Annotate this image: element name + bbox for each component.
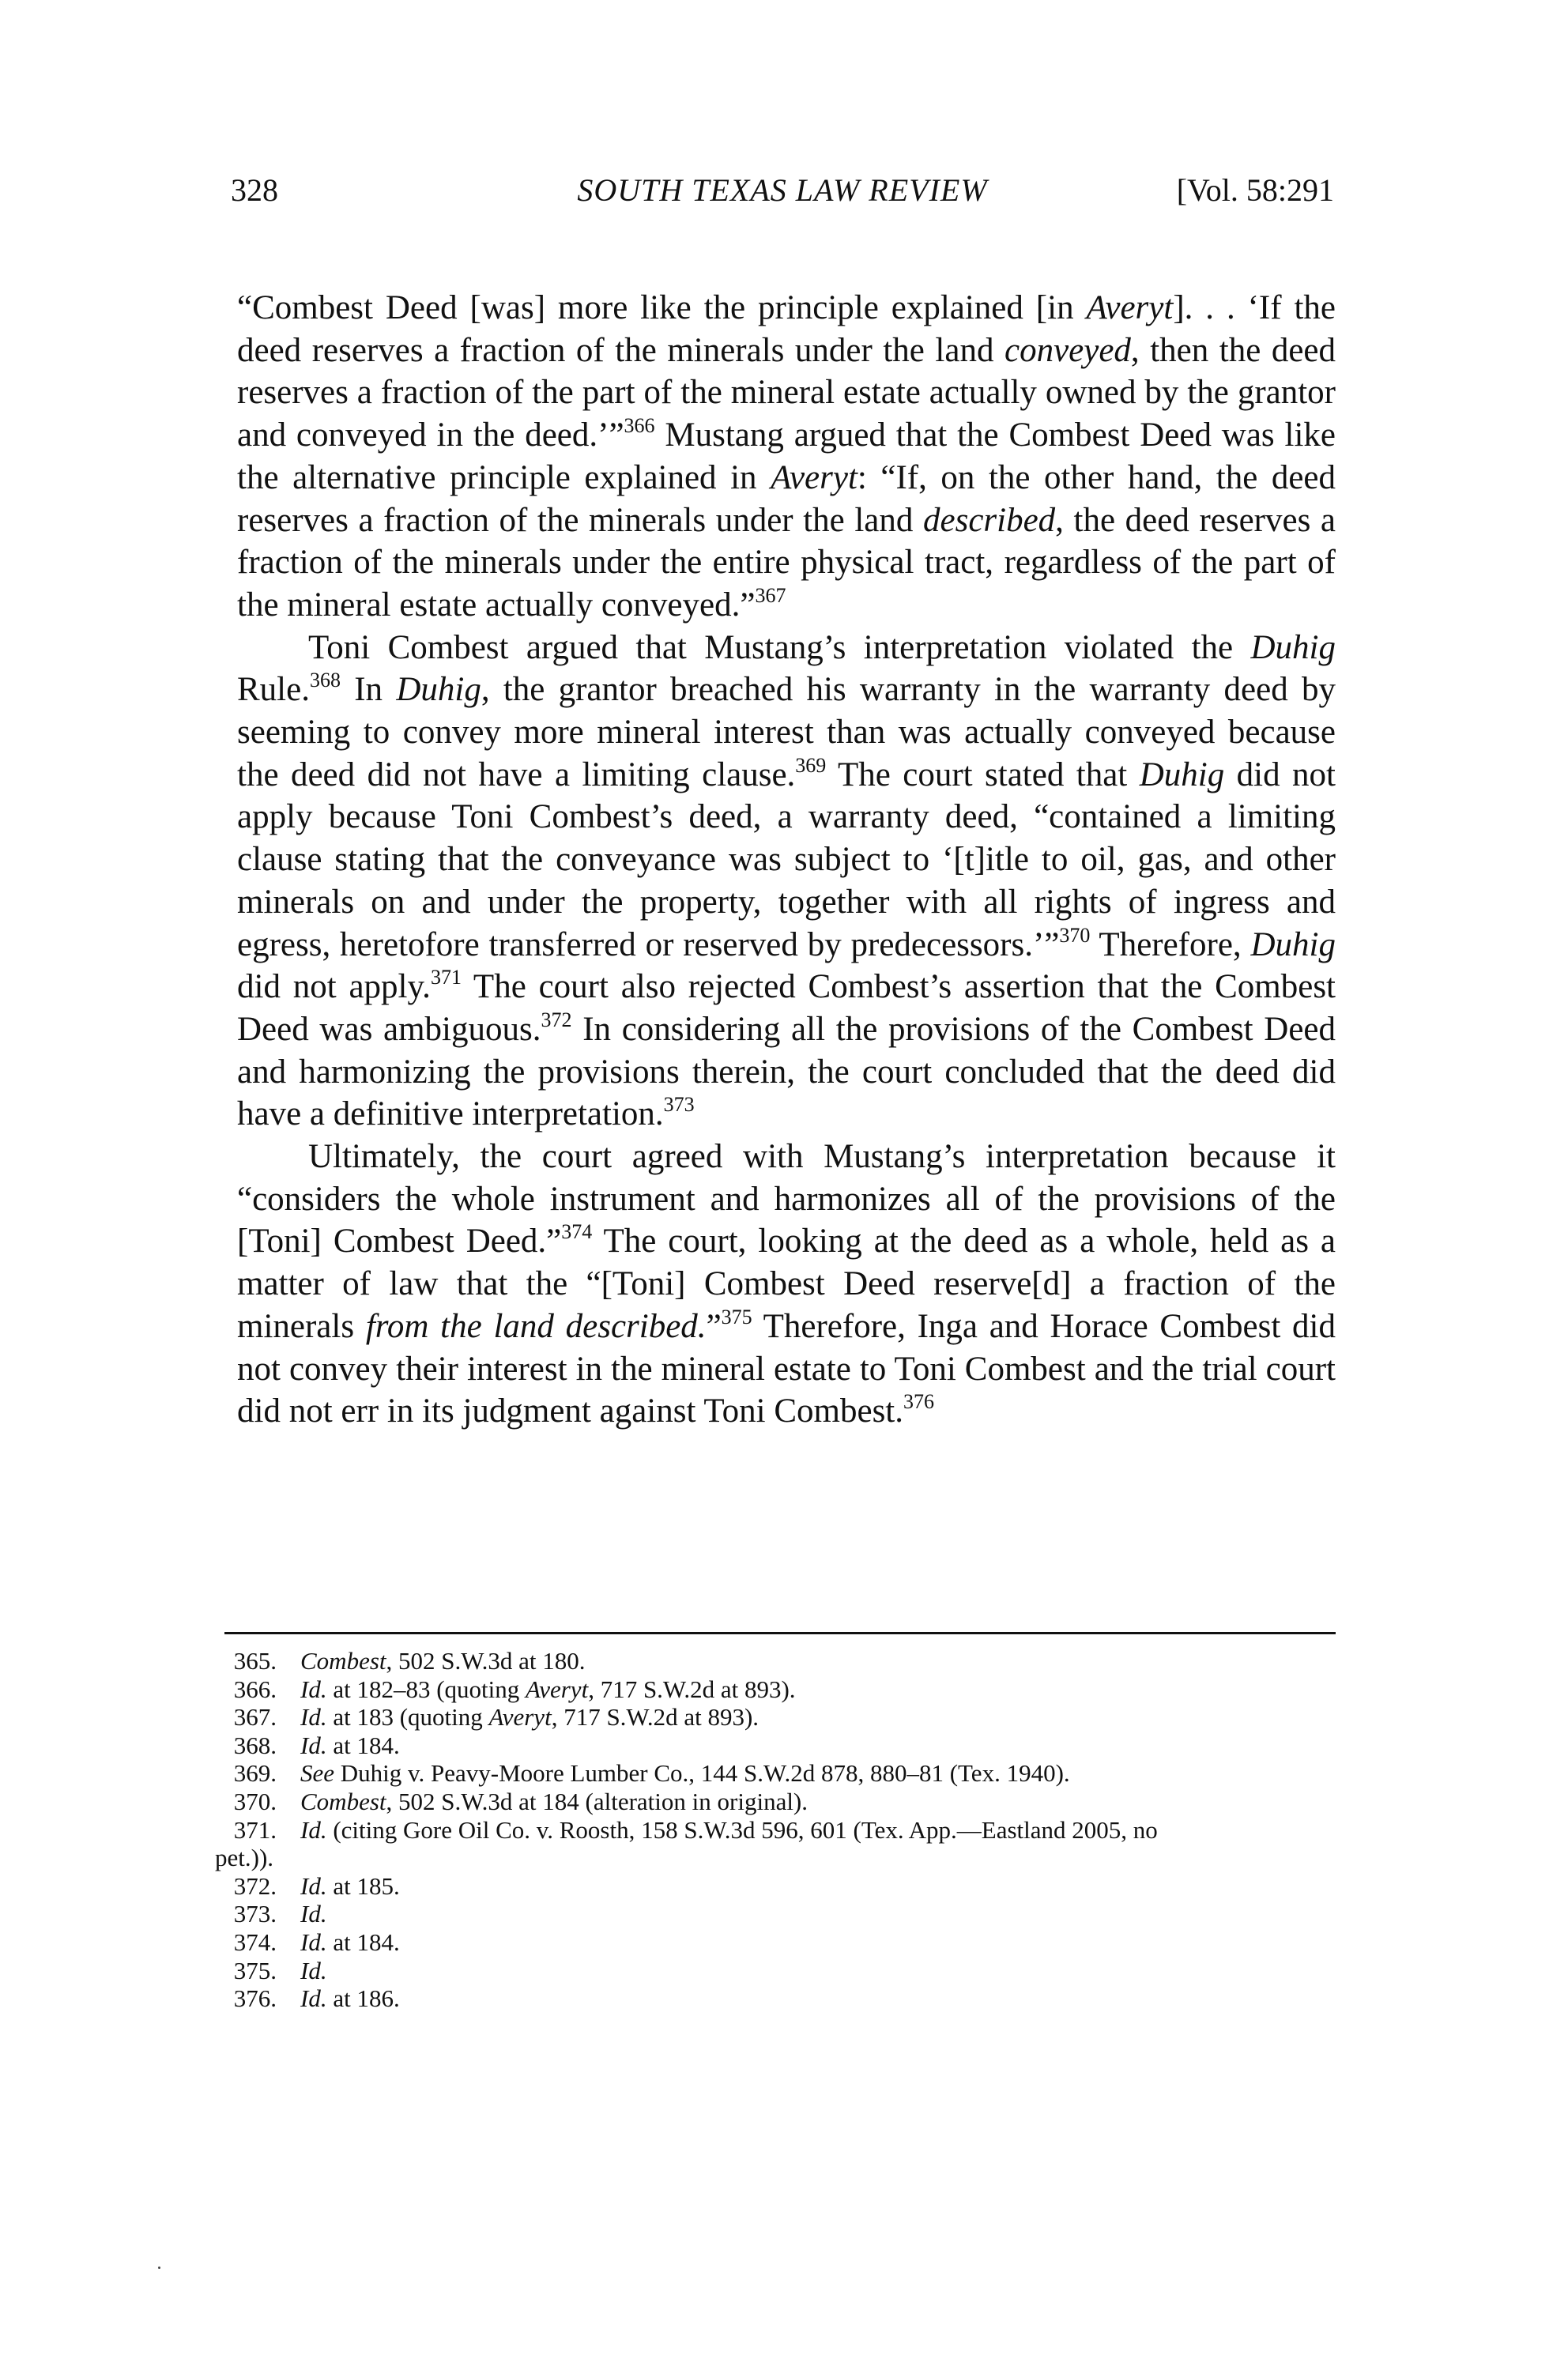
footnote-374: 374. Id. at 184. xyxy=(233,1928,400,1956)
main-text xyxy=(237,287,1336,1433)
page-number: 328 xyxy=(231,172,278,208)
footnote-ref: 369 xyxy=(795,753,827,777)
footnote-371: 371. Id. (citing Gore Oil Co. v. Roosth, 158 S.W.3d 596, 601 (Tex. App.—Eastland 2005, no xyxy=(233,1815,1158,1844)
footnote-divider xyxy=(224,1632,1336,1634)
paragraph-1: “Combest Deed [was] more like the principle explained [in Averyt]. . . ‘If the deed reserves a fraction of the minerals under the land conveyed, then the deed reserves a fraction of the part of the mineral estate actually owned by the grantor and conveyed in the deed.’”$^{366}$ Mustang argued that the Combest Deed was like the alternative principle explained in Averyt: “If, on the other hand, the deed reserves a fraction of the minerals under the land described, the deed reserves a fraction of the minerals under the entire physical tract, regardless of the part of the mineral estate actually conveyed.”$^{367}$ xyxy=(237,289,1336,624)
footnote-ref: 372 xyxy=(541,1008,572,1031)
footnote-ref: 376 xyxy=(903,1390,934,1414)
footnote-ref: 375 xyxy=(721,1305,752,1328)
journal-title: SOUTH TEXAS LAW REVIEW xyxy=(577,172,988,208)
footnote-367: 367. Id. at 183 (quoting Averyt, 717 S.W.2d at 893). xyxy=(233,1703,760,1732)
footnote-365: 365. Combest, 502 S.W.3d at 180. xyxy=(233,1647,586,1675)
footnote-ref: 368 xyxy=(309,669,341,692)
footnotes xyxy=(215,1647,1336,2013)
paragraph-3: Ultimately, the court agreed with Mustang’s interpretation because it “considers the whole instrument and harmonizes all of the provisions of the [Toni] Combest Deed.”$^{374}$ The court, looking at the deed as a whole, held as a matter of law that the “[Toni] Combest Deed reserve[d] a fraction of the minerals from the land described.”$^{375}$ Therefore, Inga and Horace Combest did not convey their interest in the mineral estate to Toni Combest and the trial court did not err in its judgment against Toni Combest.$^{376}$ xyxy=(237,1138,1336,1430)
scan-speck xyxy=(158,2267,160,2269)
running-header xyxy=(231,168,1334,213)
footnote-366: 366. Id. at 182–83 (quoting Averyt, 717 S.W.2d at 893). xyxy=(233,1675,796,1703)
footnote-ref: 367 xyxy=(755,583,786,607)
volume-citation: [Vol. 58:291 xyxy=(1176,172,1334,208)
footnote-ref: 366 xyxy=(624,414,655,438)
footnote-376: 376. Id. at 186. xyxy=(233,1984,400,2013)
footnote-375: 375. Id. xyxy=(233,1956,327,1984)
footnote-372: 372. Id. at 185. xyxy=(233,1871,400,1900)
footnote-ref: 371 xyxy=(430,966,462,989)
footnote-ref: 370 xyxy=(1059,923,1091,947)
footnote-371-continuation: pet.)). xyxy=(215,1844,274,1872)
footnote-368: 368. Id. at 184. xyxy=(233,1731,400,1759)
footnote-ref: 374 xyxy=(561,1220,593,1244)
footnote-370: 370. Combest, 502 S.W.3d at 184 (alteration in original). xyxy=(233,1787,808,1815)
footnote-373: 373. Id. xyxy=(233,1900,327,1928)
footnote-369: 369. See Duhig v. Peavy-Moore Lumber Co., 144 S.W.2d 878, 880–81 (Tex. 1940). xyxy=(233,1759,1070,1788)
paragraph-2: Toni Combest argued that Mustang’s interpretation violated the Duhig Rule.$^{368}$ In Duhig, the grantor breached his warranty in the warranty deed by seeming to convey more mineral interest than was actually conveyed because the deed did not have a limiting clause.$^{369}$ The court stated that Duhig did not apply because Toni Combest’s deed, a warranty deed, “contained a limiting clause stating that the conveyance was subject to ‘[t]itle to oil, gas, and other minerals on and under the property, together with all rights of ingress and egress, heretofore transferred or reserved by predecessors.’”$^{370}$ Therefore, Duhig did not apply.$^{371}$ The court also rejected Combest’s assertion that the Combest Deed was ambiguous.$^{372}$ In considering all the provisions of the Combest Deed and harmonizing the provisions therein, the court concluded that the deed did have a definitive interpretation.$^{373}$ xyxy=(237,628,1336,1133)
footnote-ref: 373 xyxy=(663,1093,695,1117)
